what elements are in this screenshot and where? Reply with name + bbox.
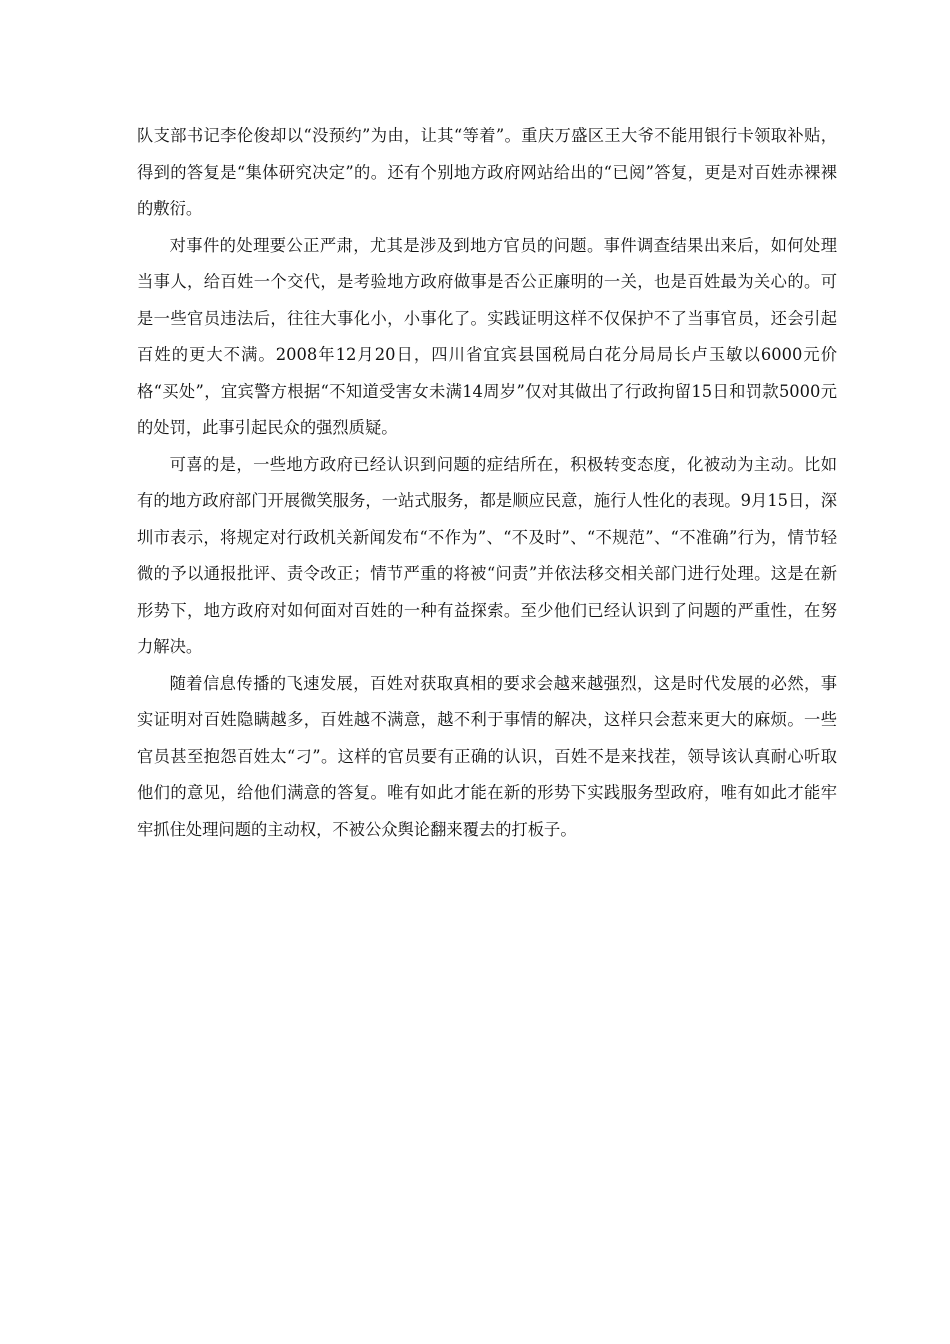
paragraph-1: 队支部书记李伦俊却以“没预约”为由，让其“等着”。重庆万盛区王大爷不能用银行卡领取补贴，得到的答复是“集体研究决定”的。还有个别地方政府网站给出的“已阅”答复，更是对百姓赤裸裸的敷衍。 bbox=[137, 126, 837, 218]
paragraph-4: 随着信息传播的飞速发展，百姓对获取真相的要求会越来越强烈，这是时代发展的必然，事实证明对百姓隐瞒越多，百姓越不满意，越不利于事情的解决，这样只会惹来更大的麻烦。一些官员甚至抱怨百姓太“刁”。这样的官员要有正确的认识，百姓不是来找茬，领导该认真耐心听取他们的意见，给他们满意的答复。唯有如此才能在新的形势下实践服务型政府，唯有如此才能牢牢抓住处理问题的主动权，不被公众舆论翻来覆去的打板子。 bbox=[137, 673, 837, 839]
document-body bbox=[137, 118, 837, 848]
paragraph-3: 可喜的是，一些地方政府已经认识到问题的症结所在，积极转变态度，化被动为主动。比如有的地方政府部门开展微笑服务，一站式服务，都是顺应民意，施行人性化的表现。9月15日，深圳市表示，将规定对行政机关新闻发布“不作为”、“不及时”、“不规范”、“不准确”行为，情节轻微的予以通报批评、责令改正；情节严重的将被“问责”并依法移交相关部门进行处理。这是在新形势下，地方政府对如何面对百姓的一种有益探索。至少他们已经认识到了问题的严重性，在努力解决。 bbox=[137, 454, 837, 656]
paragraph-2: 对事件的处理要公正严肃，尤其是涉及到地方官员的问题。事件调查结果出来后，如何处理当事人，给百姓一个交代，是考验地方政府做事是否公正廉明的一关，也是百姓最为关心的。可是一些官员违法后，往往大事化小，小事化了。实践证明这样不仅保护不了当事官员，还会引起百姓的更大不满。2008年12月20日，四川省宜宾县国税局白花分局局长卢玉敏以6000元价格“买处”，宜宾警方根据“不知道受害女未满14周岁”仅对其做出了行政拘留15日和罚款5000元的处罚，此事引起民众的强烈质疑。 bbox=[137, 235, 837, 437]
